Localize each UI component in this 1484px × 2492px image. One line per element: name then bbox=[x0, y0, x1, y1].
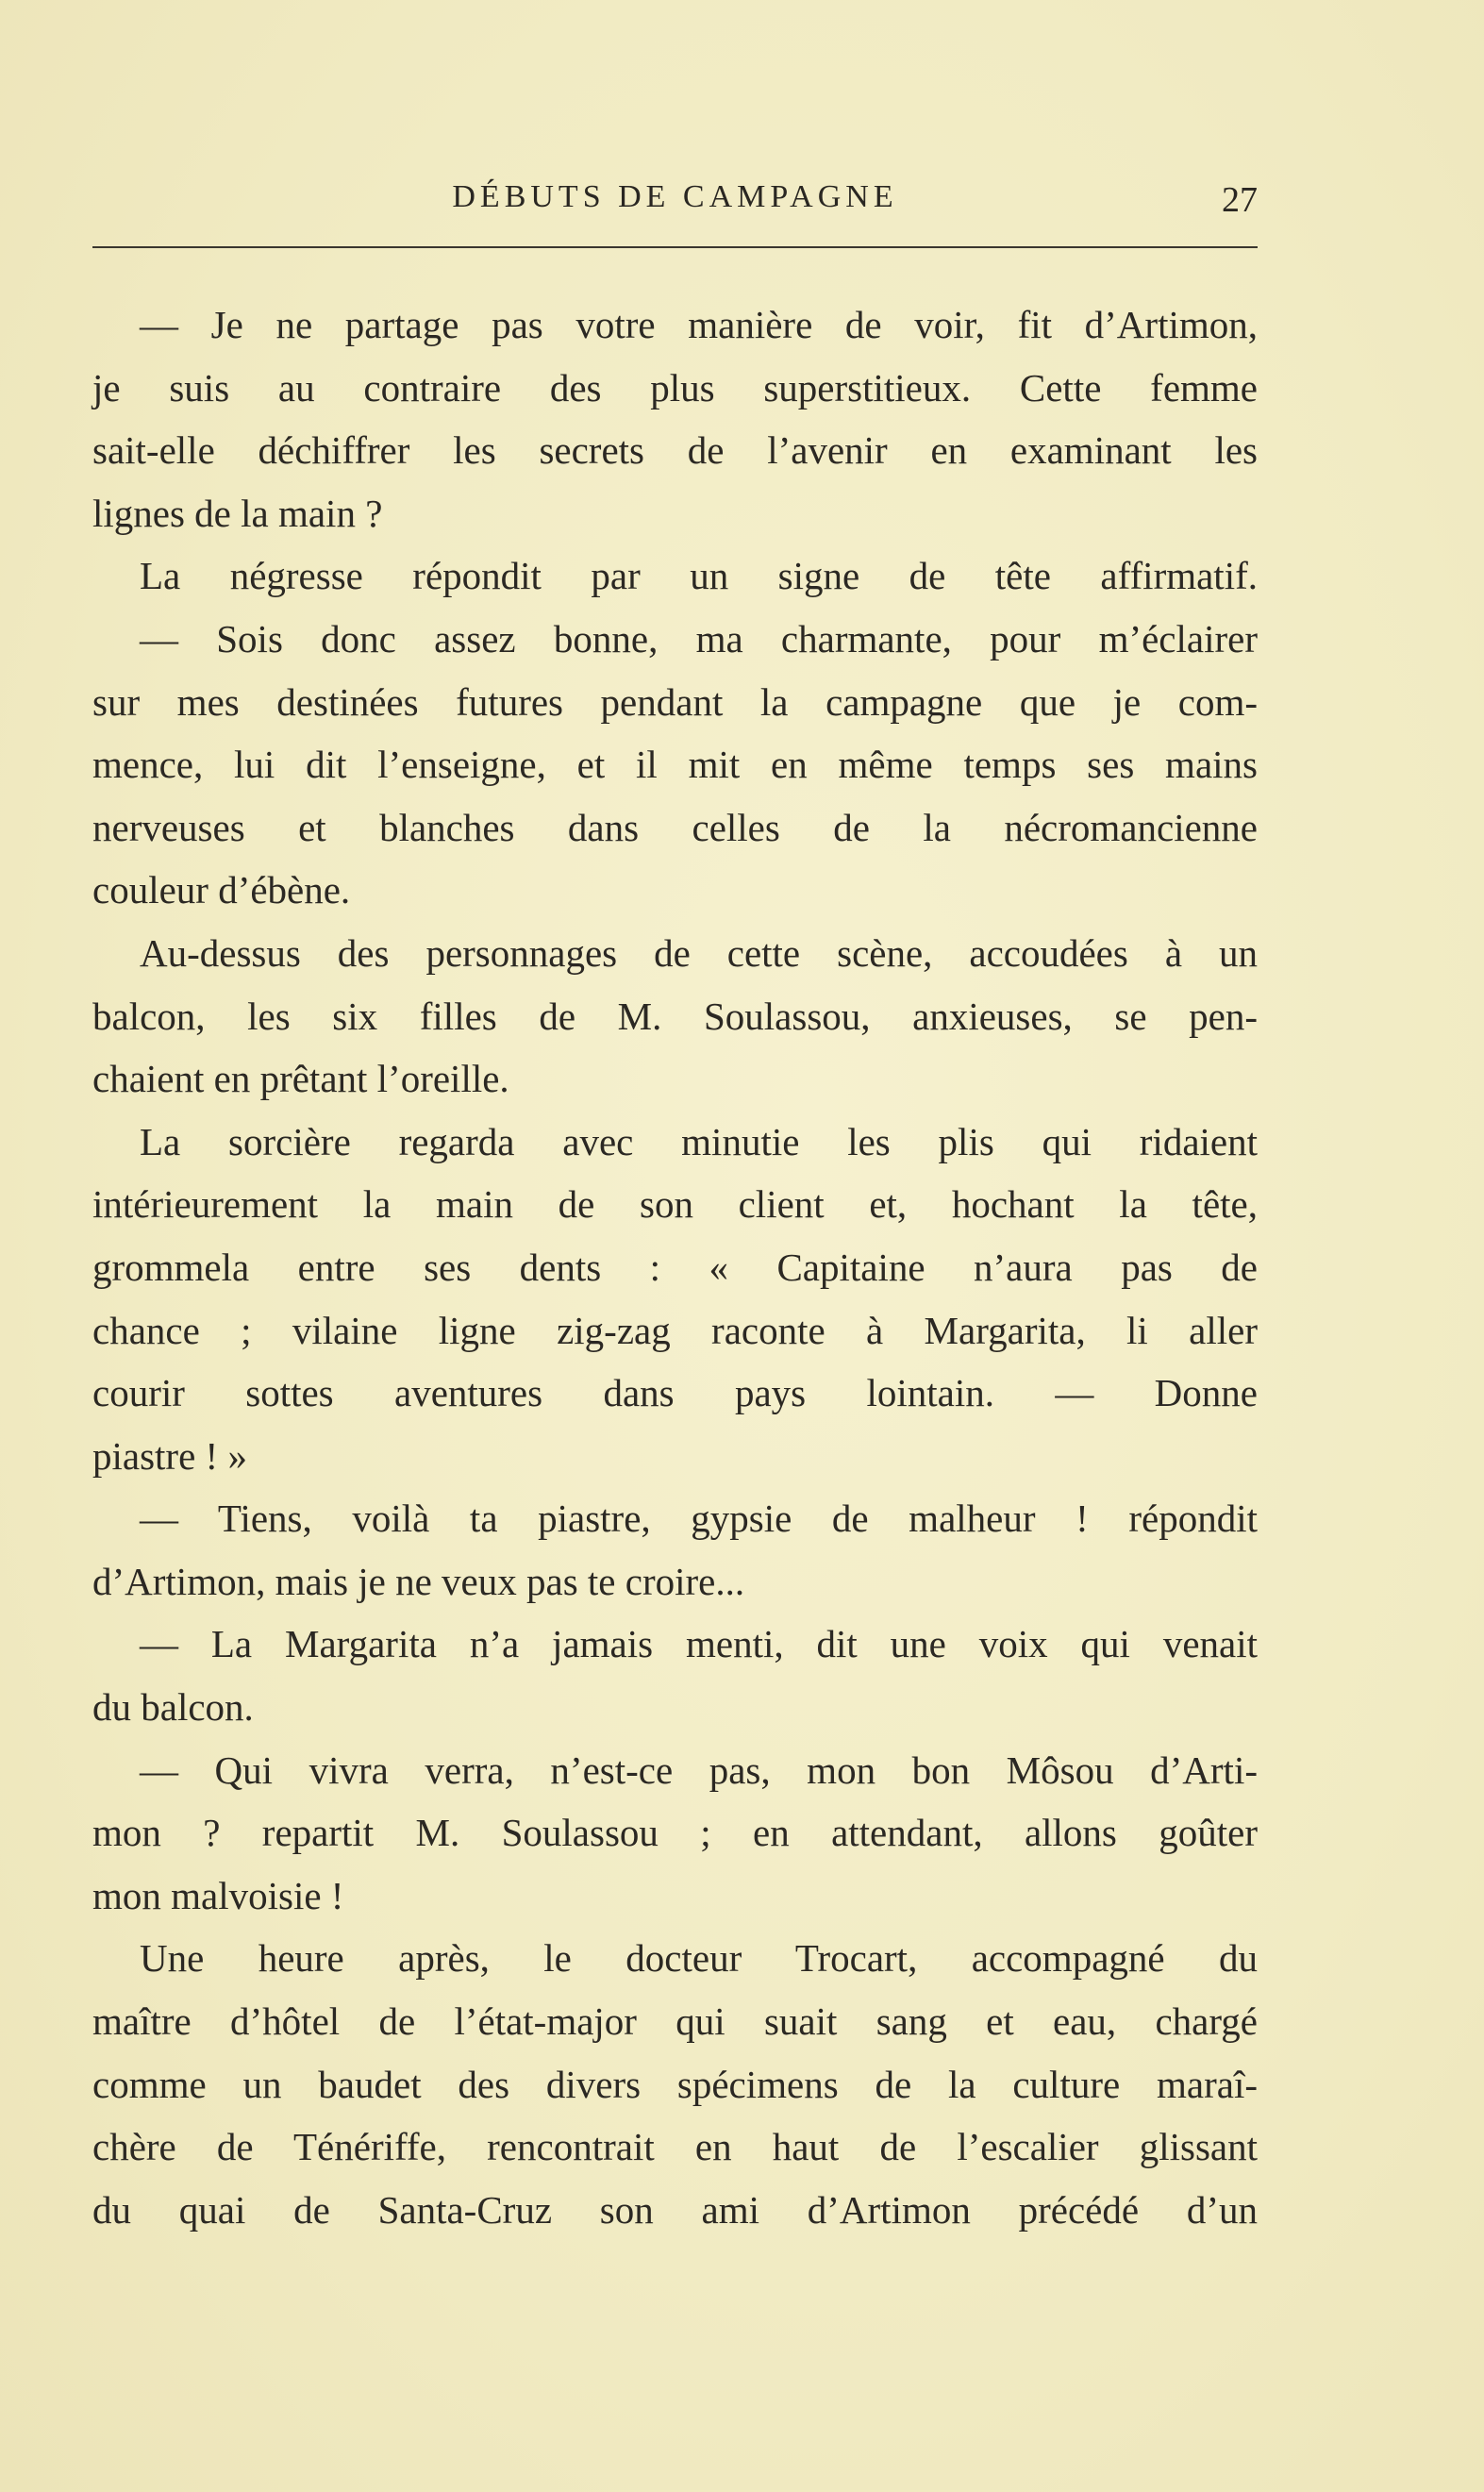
text-line: mence, lui dit l’enseigne, et il mit en même temps ses mains bbox=[92, 743, 1258, 787]
text-line: nerveuses et blanches dans celles de la nécromancienne bbox=[92, 805, 1258, 849]
text-line: sait-elle déchiffrer les secrets de l’avenir en examinant les bbox=[92, 428, 1258, 473]
text-line: comme un baudet des divers spécimens de la culture maraî- bbox=[92, 2062, 1258, 2106]
text-line: piastre ! » bbox=[92, 1433, 247, 1478]
text-line: — Je ne partage pas votre manière de voir, fit d’Artimon, bbox=[140, 303, 1258, 346]
running-title: DÉBUTS DE CAMPAGNE bbox=[452, 179, 898, 214]
text-line: chère de Ténériffe, rencontrait en haut de l’escalier glissant bbox=[92, 2125, 1258, 2169]
text-line: intérieurement la main de son client et, hochant la tête, bbox=[92, 1182, 1258, 1227]
text-line: — Qui vivra verra, n’est-ce pas, mon bon Môsou d’Arti- bbox=[140, 1748, 1258, 1792]
text-line: grommela entre ses dents : « Capitaine n’aura pas de bbox=[92, 1245, 1258, 1289]
header-rule bbox=[92, 246, 1258, 248]
text-line: — Sois donc assez bonne, ma charmante, pour m’éclairer bbox=[140, 616, 1258, 661]
text-line: d’Artimon, mais je ne veux pas te croire... bbox=[92, 1559, 745, 1603]
text-line: mon malvoisie ! bbox=[92, 1873, 344, 1917]
page-header bbox=[92, 179, 1258, 226]
text-line: lignes de la main ? bbox=[92, 491, 383, 535]
text-line: chaient en prêtant l’oreille. bbox=[92, 1057, 509, 1101]
text-line: du quai de Santa-Cruz son ami d’Artimon précédé d’un bbox=[92, 2187, 1258, 2232]
text-line: balcon, les six filles de M. Soulassou, anxieuses, se pen- bbox=[92, 994, 1258, 1038]
text-line: Une heure après, le docteur Trocart, accompagné du bbox=[140, 1936, 1258, 1981]
text-line: La sorcière regarda avec minutie les plis qui ridaient bbox=[140, 1119, 1258, 1163]
text-line: je suis au contraire des plus superstitieux. Cette femme bbox=[92, 365, 1258, 410]
text-line: courir sottes aventures dans pays lointain. — Donne bbox=[92, 1371, 1258, 1415]
text-line: — La Margarita n’a jamais menti, dit une voix qui venait bbox=[140, 1622, 1258, 1666]
text-line: sur mes destinées futures pendant la campagne que je com- bbox=[92, 679, 1258, 724]
text-line: couleur d’ébène. bbox=[92, 868, 351, 912]
text-line: maître d’hôtel de l’état-major qui suait sang et eau, chargé bbox=[92, 1999, 1258, 2044]
text-line: chance ; vilaine ligne zig-zag raconte à Margarita, li aller bbox=[92, 1308, 1258, 1352]
text-line: — Tiens, voilà ta piastre, gypsie de malheur ! répondit bbox=[140, 1497, 1258, 1541]
body-text bbox=[92, 293, 1258, 2241]
text-line: Au-dessus des personnages de cette scène, accoudées à un bbox=[140, 930, 1258, 975]
text-line: du balcon. bbox=[92, 1685, 254, 1730]
text-line: mon ? repartit M. Soulassou ; en attendant, allons goûter bbox=[92, 1811, 1258, 1855]
page-number: 27 bbox=[1222, 180, 1258, 220]
text-line: La négresse répondit par un signe de tête affirmatif. bbox=[140, 554, 1258, 598]
